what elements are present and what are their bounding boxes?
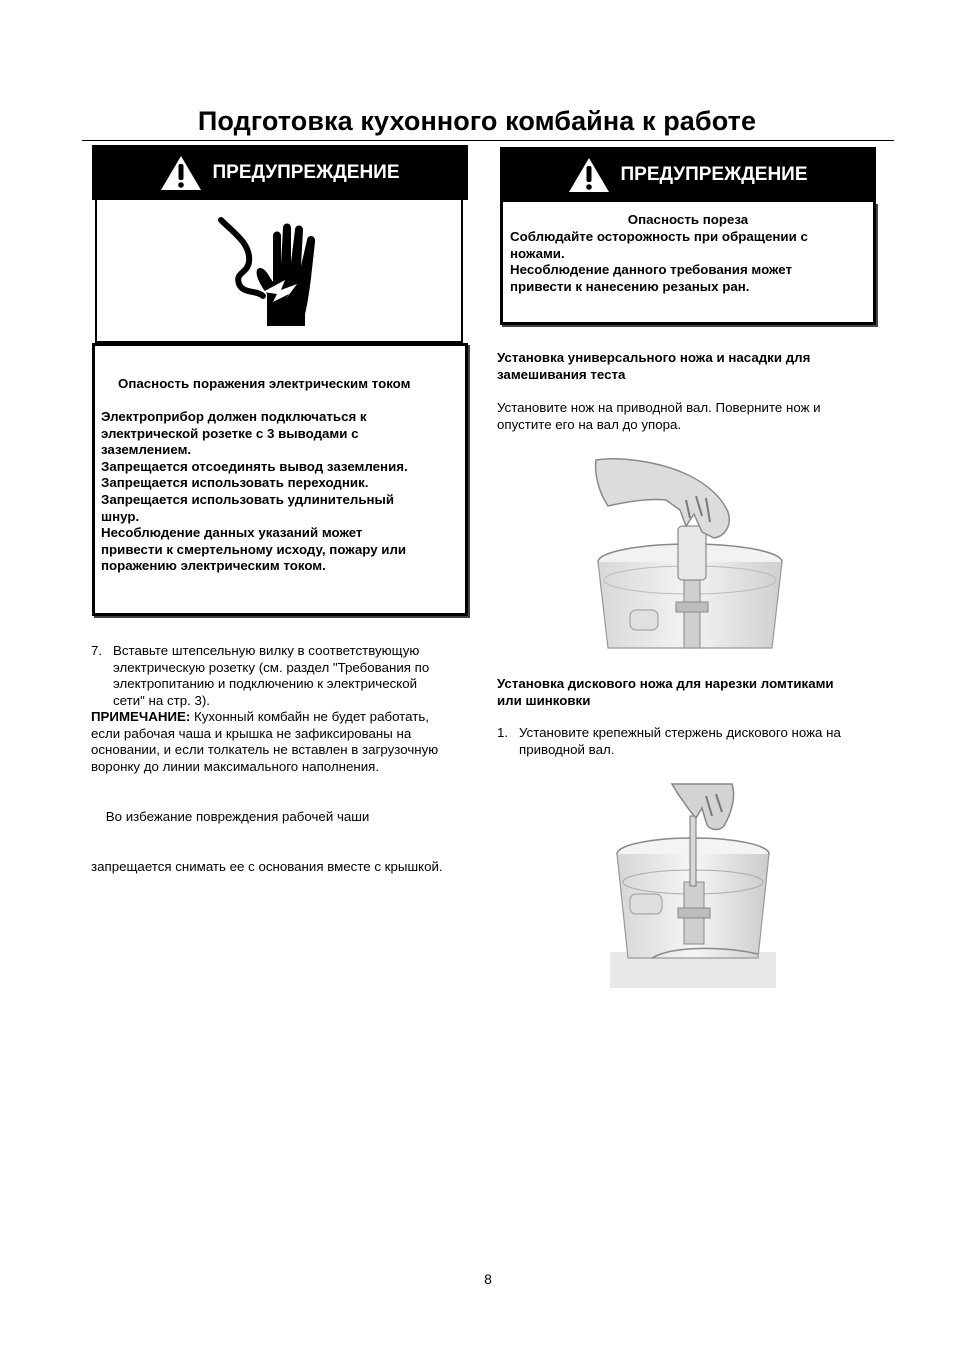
warning-left-body [101,409,451,575]
page-title: Подготовка кухонного комбайна к работе [197,106,757,136]
step-line: Вставьте штепсельную вилку в соответствующую [113,643,420,658]
warning-left-line: привести к смертельному исходу, пожару или [101,541,407,557]
step-number: 7. [91,643,103,658]
warning-left-header [92,145,468,200]
step-line: электрическую розетку (см. раздел "Требования по [113,659,430,675]
heading-line: или шинковки [497,692,591,708]
warning-right-line: Несоблюдение данного требования может [510,262,793,278]
heading-line: Установка универсального ножа и насадки для [497,350,811,365]
warning-right-hazard: Опасность пореза [627,212,749,227]
warning-left-hazard: Опасность поражения электрическим током [118,376,411,391]
warning-right-body [510,229,860,295]
warning-right-title: ПРЕДУПРЕЖДЕНИЕ [620,163,808,185]
text-line: Установите нож на приводной вал. Поверните нож и [497,400,821,415]
text-line: опустите его на вал до упора. [497,416,682,432]
warning-triangle-icon [568,157,610,193]
hand-inserting-blade-illustration [590,452,790,648]
warning-right-line: ножами. [510,245,565,261]
note-line: Кухонный комбайн не будет работать, [190,709,429,724]
section-heading-universal-blade [497,350,857,383]
heading-line: Установка дискового ножа для нарезки ломтиками [497,676,834,691]
step-7 [91,643,471,709]
note-line: если рабочая чаша и крышка не зафиксированы на [91,725,412,741]
step-number: 1. [497,725,509,740]
note-line: основании, и если толкатель не вставлен в загрузочную [91,742,439,758]
section-text-universal-blade [497,400,867,433]
step-1 [497,725,877,758]
title-divider [82,140,894,141]
warning-left-title: ПРЕДУПРЕЖДЕНИЕ [212,161,400,183]
warning-left-line: шнур. [101,508,140,524]
warning-left-line: поражению электрическим током. [101,558,326,574]
note-label: ПРИМЕЧАНИЕ: [91,709,191,724]
warning-left-line: Запрещается использовать удлинительный [101,491,395,507]
note-line: воронку до линии максимального наполнения. [91,758,380,774]
note-line: Во избежание повреждения рабочей чаши [91,809,370,825]
warning-left-line: Запрещается отсоединять вывод заземления. [101,458,408,474]
disc-stem-installation-illustration [602,782,784,988]
warning-left-icon-box [95,200,463,343]
warning-left-line: Запрещается использовать переходник. [101,475,369,491]
note-paragraph [91,709,476,775]
page-number: 8 [484,1271,492,1287]
step-line: Установите крепежный стержень дискового ножа на [519,725,841,740]
warning-left-line: Несоблюдение данных указаний может [101,525,363,541]
note-line: запрещается снимать ее с основания вместе с крышкой. [91,858,443,874]
step-line: электропитанию и подключению к электрической [113,676,418,692]
warning-left-line: электрической розетке с 3 выводами с [101,425,359,441]
warning-triangle-icon [160,155,202,191]
step-line: приводной вал. [519,741,615,757]
warning-right-header [500,147,876,202]
section-heading-disc-blade [497,676,877,709]
warning-left-line: Электроприбор должен подключаться к [101,409,367,424]
heading-line: замешивания теста [497,366,626,382]
step-line: сети" на стр. 3). [113,692,211,708]
note-paragraph-2 [91,776,476,892]
warning-left-line: заземлением. [101,442,192,458]
warning-right-line: Соблюдайте осторожность при обращении с [510,229,808,244]
warning-right-line: привести к нанесению резаных ран. [510,278,750,294]
electric-shock-hand-icon [215,214,335,334]
